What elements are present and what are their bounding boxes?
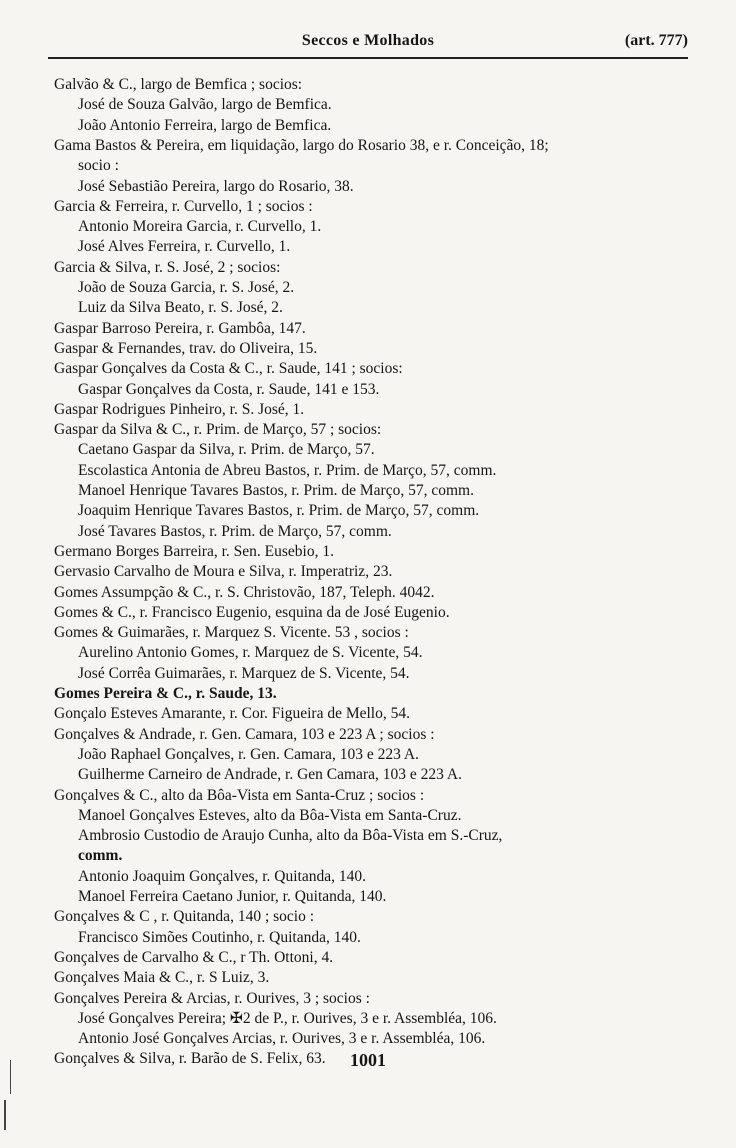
partner-line: Antonio José Gonçalves Arcias, r. Ourives, 3 e r. Assembléa, 106. [78, 1030, 486, 1048]
partner-line: Guilherme Carneiro de Andrade, r. Gen Camara, 103 e 223 A. [78, 766, 462, 784]
partner-line: Manoel Henrique Tavares Bastos, r. Prim. de Março, 57, comm. [78, 482, 474, 499]
firm-entry: Galvão & C., largo de Bemfica ; socios: [54, 76, 303, 93]
firm-entry: Gonçalves de Carvalho & C., r Th. Ottoni, 4. [54, 948, 334, 966]
partner-line: Ambrosio Custodio de Araujo Cunha, alto da Bôa-Vista em S.-Cruz, [78, 827, 503, 845]
firm-entry: Gonçalves & C , r. Quitanda, 140 ; socio : [54, 908, 315, 926]
partner-line: José de Souza Galvão, largo de Bemfica. [78, 96, 332, 114]
margin-mark [4, 1100, 6, 1130]
page-header [48, 30, 688, 54]
partner-line: José Sebastião Pereira, largo do Rosario, 38. [78, 177, 354, 195]
partner-line: José Gonçalves Pereira; ✠2 de P., r. Ourives, 3 e r. Assembléa, 106. [78, 1009, 497, 1027]
partner-line: Gaspar Gonçalves da Costa, r. Saude, 141 e 153. [78, 380, 380, 398]
margin-mark [10, 1060, 11, 1094]
firm-entry: Gonçalves & C., alto da Bôa-Vista em Santa-Cruz ; socios : [54, 786, 425, 804]
firm-entry: Gaspar Rodrigues Pinheiro, r. S. José, 1. [54, 400, 305, 418]
partner-line: Manoel Ferreira Caetano Junior, r. Quitanda, 140. [78, 888, 387, 905]
firm-entry: Gonçalo Esteves Amarante, r. Cor. Figueira de Mello, 54. [54, 705, 410, 723]
firm-entry: Germano Borges Barreira, r. Sen. Eusebio, 1. [54, 542, 334, 560]
partner-line: Francisco Simões Coutinho, r. Quitanda, 140. [78, 928, 361, 946]
partner-line: socio : [78, 157, 119, 175]
firm-entry: Gama Bastos & Pereira, em liquidação, largo do Rosario 38, e r. Conceição, 18; [54, 136, 549, 154]
partner-line: Caetano Gaspar da Silva, r. Prim. de Março, 57. [78, 441, 375, 459]
partner-line: José Alves Ferreira, r. Curvello, 1. [78, 238, 291, 256]
firm-entry: Gonçalves Maia & C., r. S Luiz, 3. [54, 969, 270, 987]
article-reference: (art. 777) [624, 32, 688, 49]
firm-entry: Gervasio Carvalho de Moura e Silva, r. Imperatriz, 23. [54, 563, 393, 581]
firm-entry: Garcia & Silva, r. S. José, 2 ; socios: [54, 258, 281, 276]
firm-entry: Gomes Assumpção & C., r. S. Christovão, 187, Teleph. 4042. [54, 583, 435, 601]
firm-entry: Gomes & Guimarães, r. Marquez S. Vicente. 53 , socios : [54, 624, 409, 642]
partner-line: João Antonio Ferreira, largo de Bemfica. [78, 116, 332, 134]
firm-entry: Gomes Pereira & C., r. Saude, 13. [54, 685, 277, 702]
partner-line: Joaquim Henrique Tavares Bastos, r. Prim. de Março, 57, comm. [78, 502, 480, 520]
firm-entry: Gaspar Gonçalves da Costa & C., r. Saude, 141 ; socios: [54, 360, 403, 378]
firm-entry: Gonçalves Pereira & Arcias, r. Ourives, 3 ; socios : [54, 989, 370, 1007]
partner-line: Luiz da Silva Beato, r. S. José, 2. [78, 299, 283, 317]
firm-entry: Gonçalves & Silva, r. Barão de S. Felix, 63. [54, 1050, 326, 1068]
partner-line: Manoel Gonçalves Esteves, alto da Bôa-Vista em Santa-Cruz. [78, 806, 462, 824]
firm-entry: Gaspar Barroso Pereira, r. Gambôa, 147. [54, 319, 306, 337]
firm-entry: Gomes & C., r. Francisco Eugenio, esquina da de José Eugenio. [54, 603, 450, 621]
partner-line: Antonio Moreira Garcia, r. Curvello, 1. [78, 218, 322, 236]
firm-entry: Gaspar da Silva & C., r. Prim. de Março, 57 ; socios: [54, 421, 382, 439]
page-number: 1001 [350, 1050, 386, 1070]
partner-line: João de Souza Garcia, r. S. José, 2. [78, 279, 295, 296]
firm-entry: Garcia & Ferreira, r. Curvello, 1 ; socios : [54, 197, 313, 215]
partner-line: comm. [78, 847, 123, 865]
firm-entry: Gaspar & Fernandes, trav. do Oliveira, 15. [54, 339, 318, 357]
firm-entry: Gonçalves & Andrade, r. Gen. Camara, 103 e 223 A ; socios : [54, 725, 435, 743]
partner-line: Aurelino Antonio Gomes, r. Marquez de S. Vicente, 54. [78, 644, 423, 662]
partner-line: Antonio Joaquim Gonçalves, r. Quitanda, 140. [78, 867, 366, 885]
header-rule [48, 57, 688, 59]
section-title: Seccos e Molhados [301, 32, 435, 49]
partner-line: João Raphael Gonçalves, r. Gen. Camara, 103 e 223 A. [78, 745, 419, 763]
partner-line: Escolastica Antonia de Abreu Bastos, r. Prim. de Março, 57, comm. [78, 461, 497, 479]
partner-line: José Corrêa Guimarães, r. Marquez de S. Vicente, 54. [78, 664, 410, 682]
partner-line: José Tavares Bastos, r. Prim. de Março, 57, comm. [78, 522, 392, 540]
